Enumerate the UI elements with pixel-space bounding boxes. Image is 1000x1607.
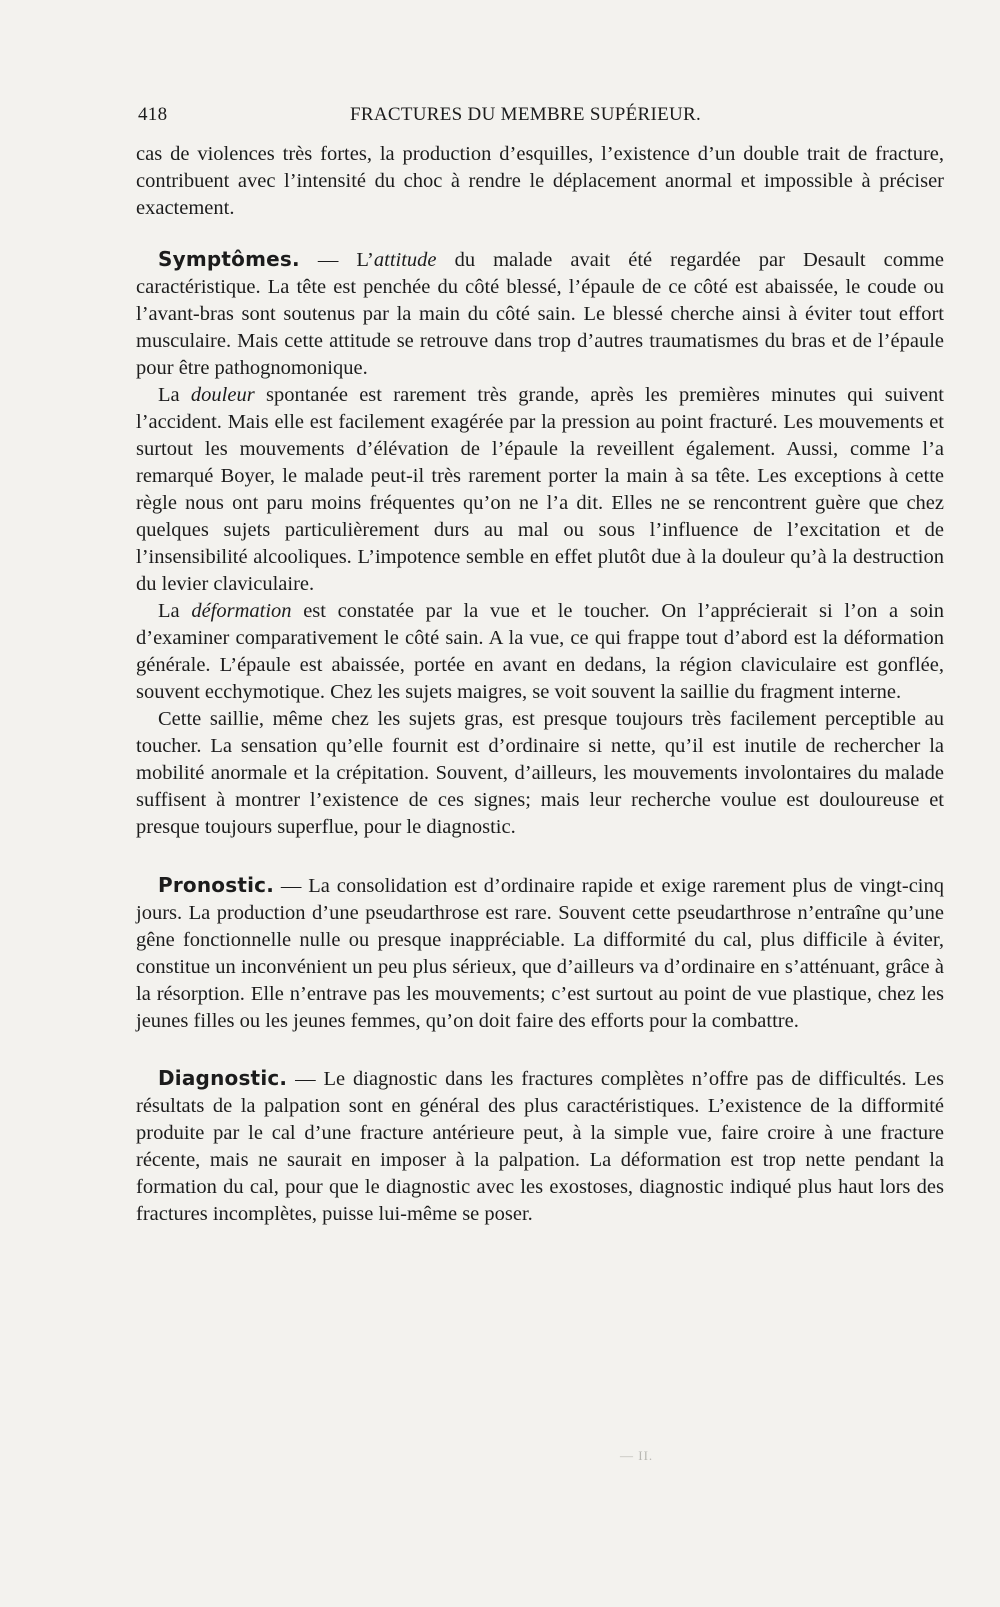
bleed-through-mark: — II. (620, 1448, 654, 1463)
paragraph-text: est constatée par la vue et le toucher. On l’apprécierait si l’on a soin d’examiner comparativement le côté sain. A la vue, ce qui frappe tout d’abord est la déformation générale. L’épaule est abaissée, portée en avant en dedans, la région claviculaire est gonflée, souvent ecchymotique. Chez les sujets maigres, se voit souvent la saillie du fragment interne. (136, 600, 945, 703)
header-title: FRACTURES DU MEMBRE SUPÉRIEUR. (350, 104, 702, 125)
section-heading-symptomes: Symptômes. (158, 247, 300, 271)
paragraph-saillie: Cette saillie, même chez les sujets gras, est presque toujours très facilement perceptible au toucher. La sensation qu’elle fournit est d’ordinaire si nette, qu’il est inutile de rechercher la mobilité anormale et la crépitation. Souvent, d’ailleurs, les mouvements involontaires du malade suffisent à montrer l’existence de ces signes; mais leur recherche voulue est douloureuse et presque toujours superflue, pour le diagnostic. (136, 708, 944, 838)
paragraph-text: — La consolidation est d’ordinaire rapide et exige rarement plus de vingt-cinq jours. La production d’une pseudarthrose est rare. Souvent cette pseudarthrose n’entraîne qu’une gêne fonctionnelle nulle ou presque inappréciable. La difformité du cal, plus difficile à éviter, constitue un inconvénient un peu plus sérieux, que d’ailleurs va d’ordinaire en s’atténuant, grâce à la résorption. Elle n’entrave pas les mouvements; c’est surtout au point de vue plastique, chez les jeunes filles ou les jeunes femmes, qu’on doit faire des efforts pour la combattre. (136, 875, 944, 1032)
running-head (138, 104, 738, 134)
term-douleur: douleur (190, 384, 255, 406)
page-number: 418 (138, 104, 168, 125)
body-text (136, 141, 944, 1228)
paragraph-douleur (136, 382, 944, 598)
paragraph-deformation (136, 598, 944, 706)
paragraph-continuation: cas de violences très fortes, la production d’esquilles, l’existence d’un double trait de fracture, contribuent avec l’intensité du choc à rendre le déplacement anormal et impossible à préciser exactement. (136, 143, 944, 219)
term-deformation: déformation (191, 600, 292, 622)
paragraph-diagnostic (136, 1065, 944, 1228)
term-attitude: attitude (373, 249, 437, 271)
section-heading-pronostic: Pronostic. (158, 873, 275, 897)
paragraph-text: du malade avait été regardée par Desault comme caractéristique. La tête est penchée du côté blessé, l’épaule de ce côté est abaissée, le coude ou l’avant-bras sont soutenus par la main du côté sain. Le blessé cherche ainsi à éviter tout effort musculaire. Mais cette attitude se retrouve dans trop d’autres traumatismes du bras et de l’épaule pour être pathognomonique. (136, 249, 944, 379)
paragraph-prefix: La (158, 384, 191, 406)
paragraph-prefix: La (158, 600, 192, 622)
dash: — L’ (299, 249, 374, 271)
paragraph-symptomes (136, 246, 944, 382)
paragraph-text: spontanée est rarement très grande, après les premières minutes qui suivent l’accident. Mais elle est facilement exagérée par la pression au point fracturé. Les mouvements et surtout les mouvements d’élévation de l’épaule la reveillent également. Aussi, comme l’a remarqué Boyer, le malade peut-il très rarement porter la main à sa tête. Les exceptions à cette règle nous ont paru moins fréquentes qu’on ne l’a dit. Elles ne se rencontrent guère que chez quelques sujets particulièrement durs au mal ou sous l’influence de l’excitation et de l’insensibilité alcooliques. L’impotence semble en effet plutôt due à la douleur qu’à la destruction du levier claviculaire. (136, 384, 944, 595)
section-heading-diagnostic: Diagnostic. (158, 1066, 288, 1090)
paragraph-text: — Le diagnostic dans les fractures complètes n’offre pas de difficultés. Les résultats de la palpation sont en général des plus caractéristiques. L’existence de la difformité produite par le cal d’une fracture antérieure peut, à la simple vue, faire croire à une fracture récente, mais ne saurait en imposer à la palpation. La déformation est trop nette pendant la formation du cal, pour que le diagnostic avec les exostoses, diagnostic indiqué plus haut lors des fractures incomplètes, puisse lui-même se poser. (136, 1068, 944, 1225)
paragraph-pronostic (136, 872, 944, 1035)
